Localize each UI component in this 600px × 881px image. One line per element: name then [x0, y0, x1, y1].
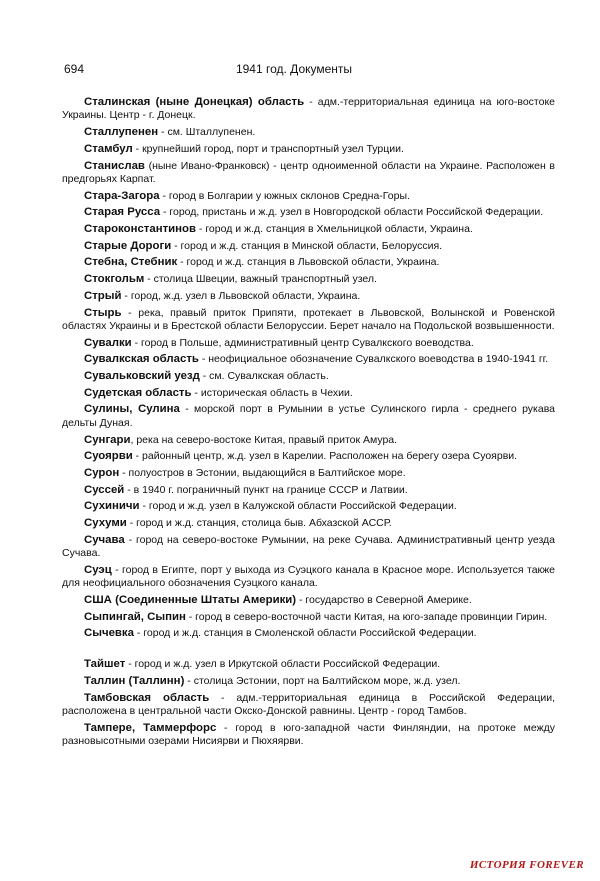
entry-definition: - крупнейший город, порт и транспортный узел Турции. — [132, 142, 404, 155]
entry-definition: - город в Болгарии у южных склонов Средна-Горы. — [159, 189, 410, 202]
glossary-entry — [62, 126, 555, 139]
entry-definition: - город и ж.д. станция в Хмельницкой области, Украина. — [196, 223, 473, 236]
page-header — [64, 62, 524, 78]
entry-definition: - город в юго-западной части Финляндии, на протоке между разновысотными озерами Нисиярви и Пюхяярви. — [62, 721, 555, 748]
entry-term: Стара-Загора — [84, 189, 160, 202]
glossary-entry — [62, 290, 555, 303]
glossary-entry — [62, 256, 555, 269]
entry-term: Станислав — [84, 159, 145, 172]
entry-definition: (ныне Ивано-Франковск) - центр одноименной области на Украине. Расположен в предгорьях Карпат. — [62, 159, 555, 185]
entry-term: Сувалкская область — [84, 353, 199, 366]
glossary-entry — [62, 534, 555, 561]
entry-term: Стамбул — [84, 142, 133, 155]
entry-term: Сыпингай, Сыпин — [84, 610, 186, 623]
entry-term: Сучава — [84, 533, 125, 546]
entry-term: Сувалки — [84, 336, 132, 349]
entry-definition: - историческая область в Чехии. — [191, 386, 353, 399]
entry-term: Тамбовская область — [84, 691, 210, 704]
entry-term: Суссей — [84, 483, 125, 496]
entry-definition: - город и ж.д. узел в Калужской области Российской Федерации. — [139, 500, 457, 513]
glossary-entry — [62, 675, 555, 688]
entry-definition: - районный центр, ж.д. узел в Карелии. Расположен на берегу озера Суоярви. — [132, 450, 518, 463]
glossary-entry — [62, 370, 555, 383]
glossary-entry — [62, 206, 555, 219]
glossary-entry — [62, 96, 555, 123]
entry-definition: - река, правый приток Припяти, протекает в Львовской, Волынской и Ровенской областях Украины и в Брестской области Белоруссии. Берет начало на Подольской возвышенности. — [62, 306, 555, 332]
glossary-entry — [62, 273, 555, 286]
entry-definition: - неофициальное обозначение Сувалкского воеводства в 1940-1941 гг. — [198, 353, 549, 366]
glossary-entry — [62, 240, 555, 253]
entry-definition: - город в Египте, порт у выхода из Суэцкого канала в Красное море. Используется также для неофициального обозначения Суэцкого канала. — [62, 563, 555, 590]
entry-term: Судетская область — [84, 386, 192, 399]
entry-definition: - см. Шталлупенен. — [158, 126, 256, 139]
entry-term: Сувальковский уезд — [84, 370, 200, 383]
glossary-entry — [62, 223, 555, 236]
entry-definition: - город на северо-востоке Румынии, на реке Сучава. Административный центр уезда Сучава. — [62, 533, 555, 560]
entry-definition: - столица Эстонии, порт на Балтийском море, ж.д. узел. — [184, 674, 461, 687]
entry-definition: , река на северо-востоке Китая, правый приток Амура. — [130, 433, 398, 446]
glossary-entry — [62, 337, 555, 350]
glossary-entry — [62, 450, 555, 463]
entry-definition: - город, ж.д. узел в Львовской области, Украина. — [121, 289, 361, 302]
entry-definition: - город и ж.д. станция, столица быв. Абхазской АССР. — [126, 517, 392, 530]
entry-term: Сталлупенен — [84, 126, 159, 139]
entry-term: Стокгольм — [84, 273, 145, 286]
glossary-entry — [62, 692, 555, 719]
glossary-entry — [62, 387, 555, 400]
glossary-entry — [62, 160, 555, 187]
glossary-entry — [62, 353, 555, 366]
entry-term: Сунгари — [84, 433, 131, 446]
glossary-entries — [62, 96, 555, 752]
entry-term: Тампере, Таммерфорс — [84, 721, 217, 734]
section-gap — [62, 644, 555, 658]
glossary-entry — [62, 190, 555, 203]
glossary-entry — [62, 517, 555, 530]
entry-term: Сталинская (ныне Донецкая) область — [84, 96, 305, 108]
entry-definition: - адм.-территориальная единица в Российской Федерации, расположена в центральной части Окско-Донской равнины. Центр - город Тамбов. — [62, 691, 556, 717]
entry-definition: - морской порт в Румынии в устье Сулинского гирла - среднего рукава дельты Дуная. — [62, 403, 556, 429]
entry-definition: - город и ж.д. станция в Смоленской области Российской Федерации. — [133, 627, 477, 640]
glossary-entry — [62, 434, 555, 447]
glossary-entry — [62, 143, 555, 156]
entry-term: Сычевка — [84, 627, 134, 640]
entry-definition: - город в северо-восточной части Китая, на юго-западе провинции Гирин. — [185, 610, 548, 623]
entry-definition: - город, пристань и ж.д. узел в Новгородской области Российской Федерации. — [160, 206, 544, 219]
entry-term: Старая Русса — [84, 206, 161, 219]
watermark-logo: ИСТОРИЯ FOREVER — [469, 859, 584, 871]
entry-term: Суоярви — [84, 450, 133, 463]
glossary-entry — [62, 564, 555, 591]
entry-term: Старые Дороги — [84, 239, 172, 252]
entry-term: Сурон — [84, 466, 120, 479]
entry-term: Сухуми — [84, 517, 127, 530]
glossary-entry — [62, 658, 555, 671]
entry-definition: - город и ж.д. станция в Минской области, Белоруссия. — [171, 239, 443, 252]
entry-term: США (Соединенные Штаты Америки) — [84, 594, 297, 607]
entry-term: Тайшет — [84, 658, 126, 671]
glossary-entry — [62, 611, 555, 624]
entry-definition: - см. Сувалкская область. — [199, 370, 329, 383]
entry-term: Стырь — [84, 306, 122, 319]
entry-term: Суэц — [84, 563, 112, 576]
entry-term: Стрый — [84, 289, 122, 302]
entry-term: Сулины, Сулина — [84, 403, 180, 416]
glossary-entry — [62, 403, 555, 430]
entry-definition: - город и ж.д. узел в Иркутской области Российской Федерации. — [125, 658, 441, 671]
glossary-entry — [62, 627, 555, 640]
glossary-entry — [62, 484, 555, 497]
glossary-entry — [62, 467, 555, 480]
entry-term: Сухиничи — [84, 500, 140, 513]
entries-group-t — [62, 658, 555, 748]
entry-definition: - в 1940 г. пограничный пункт на границе СССР и Латвии. — [124, 483, 408, 496]
entry-definition: - столица Швеции, важный транспортный узел. — [144, 273, 377, 286]
entry-term: Стебна, Стебник — [84, 256, 178, 269]
entry-term: Таллин (Таллинн) — [84, 674, 185, 687]
glossary-entry — [62, 594, 555, 607]
page-number: 694 — [64, 62, 85, 76]
entry-definition: - адм.-территориальная единица на юго-востоке Украины. Центр - г. Донецк. — [62, 96, 555, 122]
glossary-entry — [62, 722, 555, 749]
entry-term: Староконстантинов — [84, 223, 196, 236]
glossary-entry — [62, 307, 555, 334]
entry-definition: - город и ж.д. станция в Львовской области, Украина. — [177, 256, 440, 269]
glossary-entry — [62, 500, 555, 513]
entry-definition: - государство в Северной Америке. — [296, 594, 472, 607]
entries-group-s — [62, 96, 555, 641]
running-title: 1941 год. Документы — [235, 62, 353, 76]
entry-definition: - полуостров в Эстонии, выдающийся в Балтийское море. — [119, 466, 406, 479]
entry-definition: - город в Польше, административный центр Сувалкского воеводства. — [131, 336, 474, 349]
